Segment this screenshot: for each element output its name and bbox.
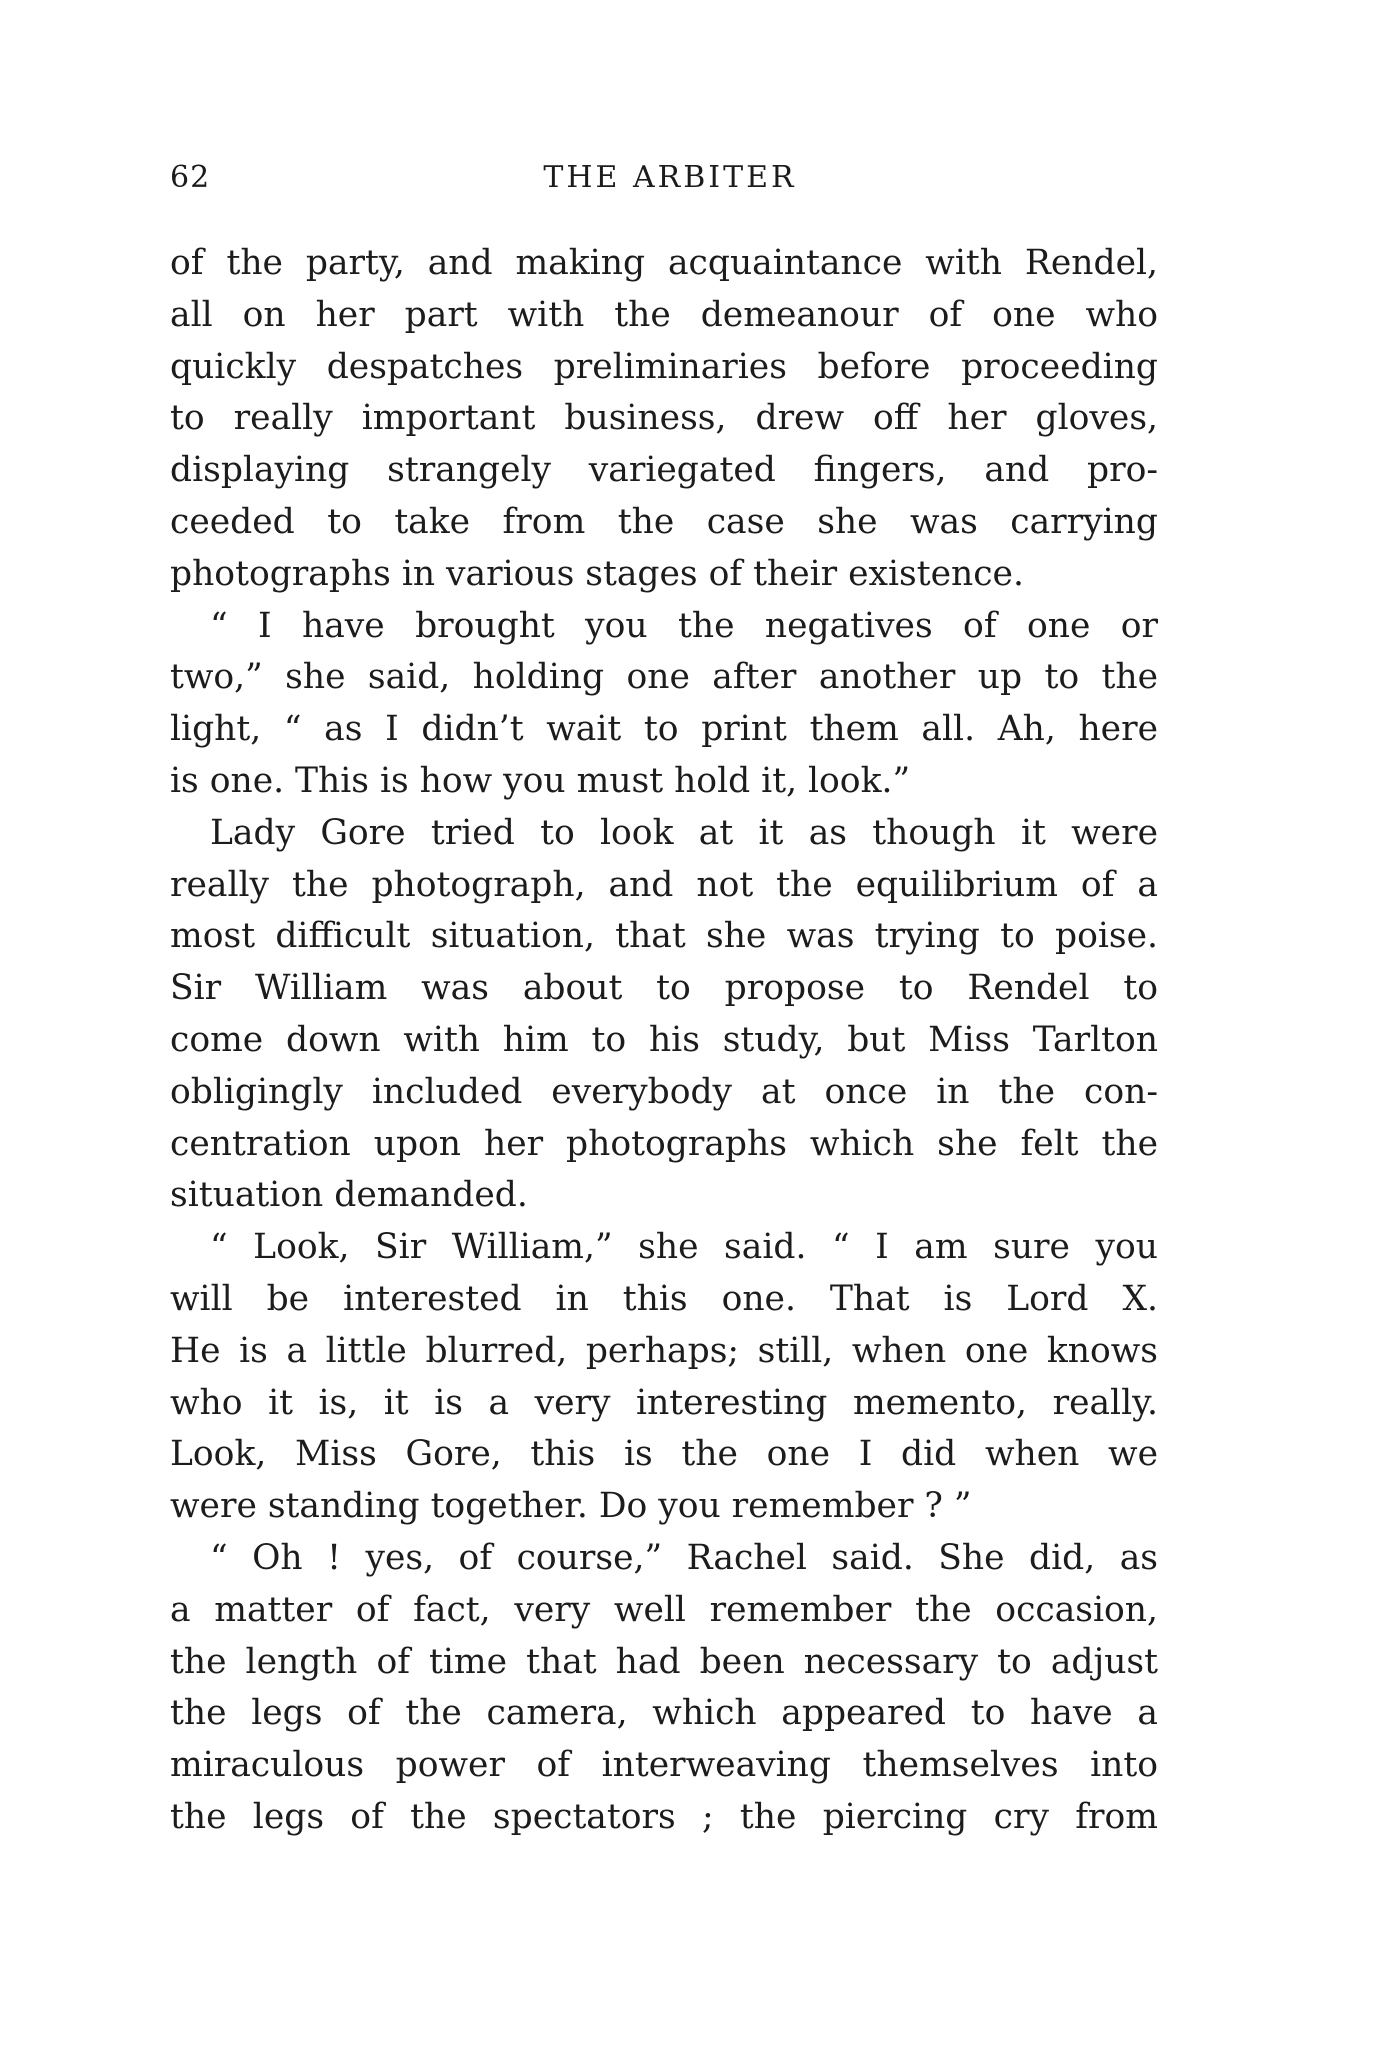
text-line: who it is, it is a very interesting memento, really. — [170, 1382, 1158, 1423]
text-line: light, “ as I didn’t wait to print them all. Ah, here — [170, 709, 1158, 750]
text-line: Lady Gore tried to look at it as though it were — [210, 812, 1158, 853]
text-line: the legs of the camera, which appeared to have a — [170, 1693, 1158, 1734]
text-line: most difficult situation, that she was trying to poise. — [170, 916, 1158, 957]
text-line: really the photograph, and not the equilibrium of a — [170, 864, 1158, 905]
text-line: “ Look, Sir William,” she said. “ I am sure you — [210, 1227, 1158, 1268]
text-line: will be interested in this one. That is Lord X. — [170, 1278, 1158, 1319]
text-line: of the party, and making acquaintance with Rendel, — [170, 243, 1158, 283]
text-line: He is a little blurred, perhaps; still, when one knows — [170, 1330, 1158, 1371]
text-line: “ I have brought you the negatives of one or — [210, 605, 1158, 646]
text-line: the length of time that had been necessary to adjust — [170, 1641, 1158, 1682]
text-line: ceeded to take from the case she was carrying — [170, 501, 1158, 542]
text-line: is one. This is how you must hold it, look.” — [170, 760, 911, 801]
text-line: all on her part with the demeanour of one who — [170, 294, 1158, 335]
text-line: displaying strangely variegated fingers, and pro- — [170, 450, 1158, 491]
text-line: “ Oh ! yes, of course,” Rachel said. She did, as — [210, 1537, 1158, 1578]
running-head — [170, 160, 1170, 200]
text-line: obligingly included everybody at once in the con- — [170, 1071, 1158, 1112]
text-line: centration upon her photographs which she felt the — [170, 1123, 1158, 1164]
text-line: Sir William was about to propose to Rendel to — [170, 968, 1158, 1009]
running-title: THE ARBITER — [543, 160, 797, 195]
page-number: 62 — [170, 160, 211, 195]
text-line: miraculous power of interweaving themselves into — [170, 1745, 1158, 1786]
text-line: to really important business, drew off her gloves, — [170, 398, 1158, 439]
text-line: situation demanded. — [170, 1175, 528, 1216]
text-line: come down with him to his study, but Miss Tarlton — [170, 1019, 1158, 1060]
text-line: were standing together. Do you remember ? ” — [170, 1486, 972, 1527]
text-line: photographs in various stages of their existence. — [170, 553, 1024, 594]
text-line: Look, Miss Gore, this is the one I did when we — [170, 1434, 1158, 1475]
text-line: two,” she said, holding one after another up to the — [170, 657, 1158, 698]
text-line: a matter of fact, very well remember the occasion, — [170, 1589, 1158, 1630]
text-line: the legs of the spectators ; the piercing cry from — [170, 1796, 1158, 1837]
body-text — [170, 238, 1158, 1844]
text-line: quickly despatches preliminaries before proceeding — [170, 346, 1158, 387]
